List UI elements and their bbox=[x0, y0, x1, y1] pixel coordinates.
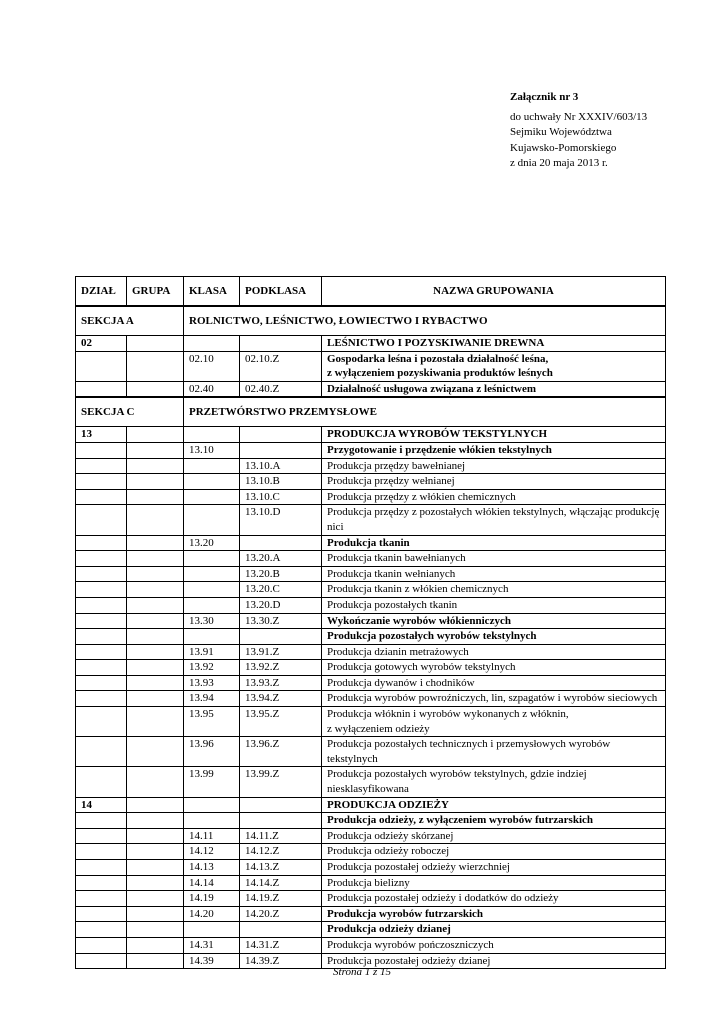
podklasa-cell bbox=[240, 535, 322, 551]
grupa-cell bbox=[127, 675, 184, 691]
table-row bbox=[76, 891, 666, 907]
table-header-row bbox=[76, 277, 666, 307]
dzial-cell bbox=[76, 860, 127, 876]
issuer-line-1: Sejmiku Województwa bbox=[510, 126, 612, 139]
dzial-cell bbox=[76, 458, 127, 474]
klasa-cell bbox=[184, 797, 240, 813]
column-header-grupa: GRUPA bbox=[127, 277, 184, 307]
dzial-cell bbox=[76, 737, 127, 767]
nazwa-cell: Produkcja pozostałych tkanin bbox=[322, 597, 666, 613]
klasa-cell: 14.31 bbox=[184, 937, 240, 953]
klasa-cell: 14.12 bbox=[184, 844, 240, 860]
table-row bbox=[76, 875, 666, 891]
group-row bbox=[76, 922, 666, 938]
klasa-cell: 14.19 bbox=[184, 891, 240, 907]
nazwa-cell: Produkcja włóknin i wyrobów wykonanych z włóknin, z wyłączeniem odzieży bbox=[322, 707, 666, 737]
table-row bbox=[76, 644, 666, 660]
dzial-cell bbox=[76, 351, 127, 381]
dzial-cell bbox=[76, 691, 127, 707]
section-row bbox=[76, 306, 666, 336]
table-row bbox=[76, 691, 666, 707]
grupa-cell bbox=[127, 597, 184, 613]
nazwa-cell: Przygotowanie i przędzenie włókien tekstylnych bbox=[322, 442, 666, 458]
grupa-cell bbox=[127, 489, 184, 505]
dzial-cell bbox=[76, 828, 127, 844]
podklasa-cell bbox=[240, 813, 322, 829]
klasa-cell bbox=[184, 505, 240, 535]
podklasa-cell: 13.20.A bbox=[240, 551, 322, 567]
dzial-cell bbox=[76, 707, 127, 737]
podklasa-cell: 13.10.C bbox=[240, 489, 322, 505]
podklasa-cell: 14.14.Z bbox=[240, 875, 322, 891]
grupa-cell bbox=[127, 351, 184, 381]
podklasa-cell: 13.91.Z bbox=[240, 644, 322, 660]
table-row bbox=[76, 860, 666, 876]
klasa-cell: 13.94 bbox=[184, 691, 240, 707]
dzial-cell bbox=[76, 535, 127, 551]
klasa-cell bbox=[184, 922, 240, 938]
grupa-cell bbox=[127, 797, 184, 813]
klasa-cell: 13.93 bbox=[184, 675, 240, 691]
nazwa-cell: Produkcja odzieży dzianej bbox=[322, 922, 666, 938]
grupa-cell bbox=[127, 474, 184, 490]
klasa-cell: 13.20 bbox=[184, 535, 240, 551]
section-name: PRZETWÓRSTWO PRZEMYSŁOWE bbox=[184, 397, 666, 427]
grupa-cell bbox=[127, 707, 184, 737]
table-row bbox=[76, 597, 666, 613]
group-row bbox=[76, 381, 666, 397]
column-header-klasa: KLASA bbox=[184, 277, 240, 307]
nazwa-cell: Produkcja tkanin bbox=[322, 535, 666, 551]
section-code: SEKCJA C bbox=[76, 397, 184, 427]
grupa-cell bbox=[127, 582, 184, 598]
klasa-cell: 13.95 bbox=[184, 707, 240, 737]
dzial-cell: 02 bbox=[76, 336, 127, 352]
dzial-cell bbox=[76, 675, 127, 691]
dzial-cell bbox=[76, 891, 127, 907]
dzial-cell bbox=[76, 660, 127, 676]
podklasa-cell: 14.19.Z bbox=[240, 891, 322, 907]
podklasa-cell bbox=[240, 336, 322, 352]
podklasa-cell: 02.10.Z bbox=[240, 351, 322, 381]
grupa-cell bbox=[127, 566, 184, 582]
podklasa-cell bbox=[240, 442, 322, 458]
podklasa-cell: 13.10.B bbox=[240, 474, 322, 490]
klasa-cell bbox=[184, 597, 240, 613]
grupa-cell bbox=[127, 891, 184, 907]
podklasa-cell: 14.39.Z bbox=[240, 953, 322, 969]
grupa-cell bbox=[127, 813, 184, 829]
nazwa-cell: Produkcja przędzy z włókien chemicznych bbox=[322, 489, 666, 505]
klasa-cell: 14.13 bbox=[184, 860, 240, 876]
nazwa-cell: Produkcja odzieży skórzanej bbox=[322, 828, 666, 844]
grupa-cell bbox=[127, 427, 184, 443]
table-row bbox=[76, 566, 666, 582]
klasa-cell: 14.14 bbox=[184, 875, 240, 891]
table-row bbox=[76, 937, 666, 953]
nazwa-cell: Produkcja wyrobów pończoszniczych bbox=[322, 937, 666, 953]
nazwa-cell: Produkcja dywanów i chodników bbox=[322, 675, 666, 691]
dzial-cell bbox=[76, 474, 127, 490]
dzial-cell bbox=[76, 613, 127, 629]
resolution-date: z dnia 20 maja 2013 r. bbox=[510, 157, 608, 170]
group-row bbox=[76, 629, 666, 645]
klasa-cell bbox=[184, 489, 240, 505]
podklasa-cell: 02.40.Z bbox=[240, 381, 322, 397]
dzial-cell bbox=[76, 566, 127, 582]
grupa-cell bbox=[127, 828, 184, 844]
klasa-cell bbox=[184, 427, 240, 443]
nazwa-cell: Produkcja wyrobów futrzarskich bbox=[322, 906, 666, 922]
nazwa-cell: Produkcja gotowych wyrobów tekstylnych bbox=[322, 660, 666, 676]
nazwa-cell: PRODUKCJA WYROBÓW TEKSTYLNYCH bbox=[322, 427, 666, 443]
nazwa-cell: Produkcja wyrobów powroźniczych, lin, szpagatów i wyrobów sieciowych bbox=[322, 691, 666, 707]
grupa-cell bbox=[127, 644, 184, 660]
podklasa-cell: 13.10.A bbox=[240, 458, 322, 474]
grupa-cell bbox=[127, 844, 184, 860]
division-row bbox=[76, 336, 666, 352]
group-row bbox=[76, 535, 666, 551]
klasa-cell: 13.10 bbox=[184, 442, 240, 458]
grupa-cell bbox=[127, 551, 184, 567]
dzial-cell bbox=[76, 937, 127, 953]
grupa-cell bbox=[127, 691, 184, 707]
dzial-cell: 14 bbox=[76, 797, 127, 813]
division-row bbox=[76, 427, 666, 443]
klasa-cell bbox=[184, 566, 240, 582]
nazwa-cell: Produkcja pozostałej odzieży i dodatków do odzieży bbox=[322, 891, 666, 907]
group-row bbox=[76, 351, 666, 381]
table-row bbox=[76, 828, 666, 844]
section-row bbox=[76, 397, 666, 427]
klasa-cell: 02.40 bbox=[184, 381, 240, 397]
podklasa-cell: 13.96.Z bbox=[240, 737, 322, 767]
nazwa-cell: Gospodarka leśna i pozostała działalność leśna, z wyłączeniem pozyskiwania produktów leśnych bbox=[322, 351, 666, 381]
podklasa-cell: 14.11.Z bbox=[240, 828, 322, 844]
nazwa-cell: Produkcja pozostałej odzieży wierzchniej bbox=[322, 860, 666, 876]
dzial-cell bbox=[76, 906, 127, 922]
nazwa-cell: Produkcja bielizny bbox=[322, 875, 666, 891]
podklasa-cell: 13.93.Z bbox=[240, 675, 322, 691]
division-row bbox=[76, 797, 666, 813]
podklasa-cell: 14.13.Z bbox=[240, 860, 322, 876]
grupa-cell bbox=[127, 937, 184, 953]
grupa-cell bbox=[127, 613, 184, 629]
klasa-cell bbox=[184, 474, 240, 490]
klasa-cell: 02.10 bbox=[184, 351, 240, 381]
classification-table bbox=[75, 276, 666, 969]
podklasa-cell: 13.20.C bbox=[240, 582, 322, 598]
column-header-nazwa: NAZWA GRUPOWANIA bbox=[322, 277, 666, 307]
table-row bbox=[76, 582, 666, 598]
podklasa-cell: 13.95.Z bbox=[240, 707, 322, 737]
podklasa-cell: 13.30.Z bbox=[240, 613, 322, 629]
dzial-cell bbox=[76, 442, 127, 458]
dzial-cell bbox=[76, 767, 127, 797]
dzial-cell bbox=[76, 629, 127, 645]
nazwa-cell: Produkcja przędzy bawełnianej bbox=[322, 458, 666, 474]
grupa-cell bbox=[127, 767, 184, 797]
nazwa-cell: Produkcja pozostałych wyrobów tekstylnych bbox=[322, 629, 666, 645]
klasa-cell bbox=[184, 813, 240, 829]
table-row bbox=[76, 844, 666, 860]
section-code: SEKCJA A bbox=[76, 306, 184, 336]
column-header-podklasa: PODKLASA bbox=[240, 277, 322, 307]
podklasa-cell bbox=[240, 629, 322, 645]
nazwa-cell: PRODUKCJA ODZIEŻY bbox=[322, 797, 666, 813]
table-row bbox=[76, 458, 666, 474]
group-row bbox=[76, 613, 666, 629]
nazwa-cell: LEŚNICTWO I POZYSKIWANIE DREWNA bbox=[322, 336, 666, 352]
nazwa-cell: Produkcja odzieży, z wyłączeniem wyrobów futrzarskich bbox=[322, 813, 666, 829]
grupa-cell bbox=[127, 629, 184, 645]
klasa-cell bbox=[184, 582, 240, 598]
table-row bbox=[76, 474, 666, 490]
nazwa-cell: Produkcja przędzy z pozostałych włókien tekstylnych, włączając produkcję nici bbox=[322, 505, 666, 535]
klasa-cell: 13.30 bbox=[184, 613, 240, 629]
dzial-cell bbox=[76, 875, 127, 891]
nazwa-cell: Produkcja pozostałych technicznych i przemysłowych wyrobów tekstylnych bbox=[322, 737, 666, 767]
klasa-cell: 13.96 bbox=[184, 737, 240, 767]
dzial-cell bbox=[76, 597, 127, 613]
dzial-cell bbox=[76, 922, 127, 938]
grupa-cell bbox=[127, 922, 184, 938]
dzial-cell bbox=[76, 505, 127, 535]
nazwa-cell: Produkcja tkanin bawełnianych bbox=[322, 551, 666, 567]
grupa-cell bbox=[127, 442, 184, 458]
nazwa-cell: Działalność usługowa związana z leśnictwem bbox=[322, 381, 666, 397]
podklasa-cell: 13.20.D bbox=[240, 597, 322, 613]
page-footer: Strona 1 z 15 bbox=[333, 966, 391, 978]
grupa-cell bbox=[127, 737, 184, 767]
podklasa-cell bbox=[240, 797, 322, 813]
klasa-cell: 13.91 bbox=[184, 644, 240, 660]
grupa-cell bbox=[127, 660, 184, 676]
nazwa-cell: Produkcja odzieży roboczej bbox=[322, 844, 666, 860]
nazwa-cell: Produkcja tkanin z włókien chemicznych bbox=[322, 582, 666, 598]
nazwa-cell: Produkcja przędzy wełnianej bbox=[322, 474, 666, 490]
podklasa-cell: 14.12.Z bbox=[240, 844, 322, 860]
table-row bbox=[76, 737, 666, 767]
table-row bbox=[76, 505, 666, 535]
resolution-number: do uchwały Nr XXXIV/603/13 bbox=[510, 110, 648, 123]
dzial-cell: 13 bbox=[76, 427, 127, 443]
issuer-line-2: Kujawsko-Pomorskiego bbox=[510, 141, 617, 154]
classification-table-body bbox=[76, 277, 666, 969]
group-row bbox=[76, 906, 666, 922]
dzial-cell bbox=[76, 381, 127, 397]
column-header-dzial: DZIAŁ bbox=[76, 277, 127, 307]
grupa-cell bbox=[127, 875, 184, 891]
podklasa-cell: 13.99.Z bbox=[240, 767, 322, 797]
attachment-header bbox=[510, 90, 647, 172]
dzial-cell bbox=[76, 551, 127, 567]
grupa-cell bbox=[127, 336, 184, 352]
table-row bbox=[76, 767, 666, 797]
klasa-cell: 13.92 bbox=[184, 660, 240, 676]
grupa-cell bbox=[127, 505, 184, 535]
table-row bbox=[76, 660, 666, 676]
grupa-cell bbox=[127, 458, 184, 474]
dzial-cell bbox=[76, 813, 127, 829]
podklasa-cell: 13.10.D bbox=[240, 505, 322, 535]
podklasa-cell: 13.92.Z bbox=[240, 660, 322, 676]
podklasa-cell: 13.20.B bbox=[240, 566, 322, 582]
nazwa-cell: Produkcja pozostałej odzieży dzianej bbox=[322, 953, 666, 969]
klasa-cell: 14.39 bbox=[184, 953, 240, 969]
nazwa-cell: Wykończanie wyrobów włókienniczych bbox=[322, 613, 666, 629]
podklasa-cell bbox=[240, 922, 322, 938]
dzial-cell bbox=[76, 582, 127, 598]
section-name: ROLNICTWO, LEŚNICTWO, ŁOWIECTWO I RYBACTWO bbox=[184, 306, 666, 336]
nazwa-cell: Produkcja dzianin metrażowych bbox=[322, 644, 666, 660]
klasa-cell: 14.20 bbox=[184, 906, 240, 922]
podklasa-cell bbox=[240, 427, 322, 443]
grupa-cell bbox=[127, 906, 184, 922]
klasa-cell bbox=[184, 629, 240, 645]
podklasa-cell: 14.20.Z bbox=[240, 906, 322, 922]
table-row bbox=[76, 551, 666, 567]
table-row bbox=[76, 707, 666, 737]
table-row bbox=[76, 675, 666, 691]
grupa-cell bbox=[127, 535, 184, 551]
group-row bbox=[76, 813, 666, 829]
dzial-cell bbox=[76, 489, 127, 505]
nazwa-cell: Produkcja tkanin wełnianych bbox=[322, 566, 666, 582]
grupa-cell bbox=[127, 381, 184, 397]
klasa-cell bbox=[184, 336, 240, 352]
podklasa-cell: 14.31.Z bbox=[240, 937, 322, 953]
table-row bbox=[76, 489, 666, 505]
podklasa-cell: 13.94.Z bbox=[240, 691, 322, 707]
klasa-cell: 13.99 bbox=[184, 767, 240, 797]
nazwa-cell: Produkcja pozostałych wyrobów tekstylnych, gdzie indziej niesklasyfikowana bbox=[322, 767, 666, 797]
group-row bbox=[76, 442, 666, 458]
grupa-cell bbox=[127, 860, 184, 876]
klasa-cell bbox=[184, 551, 240, 567]
dzial-cell bbox=[76, 844, 127, 860]
klasa-cell bbox=[184, 458, 240, 474]
klasa-cell: 14.11 bbox=[184, 828, 240, 844]
dzial-cell bbox=[76, 644, 127, 660]
attachment-title: Załącznik nr 3 bbox=[510, 91, 579, 103]
